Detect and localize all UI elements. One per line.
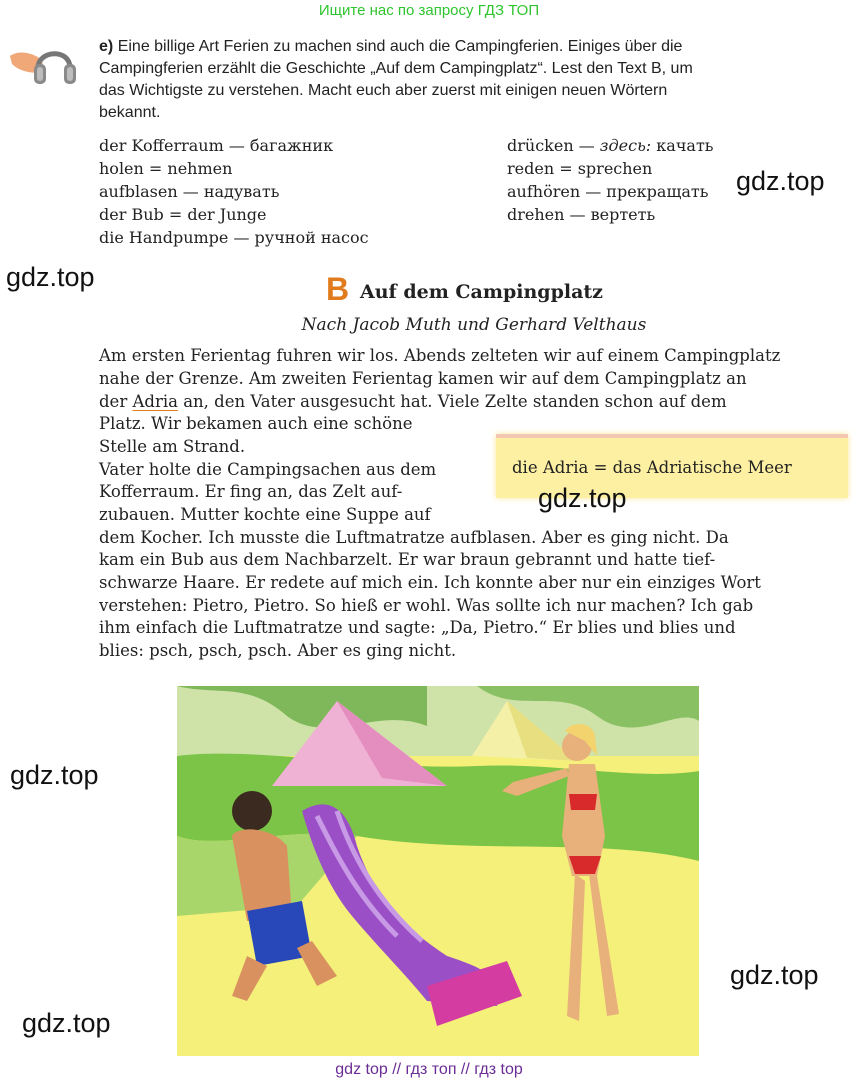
camping-illustration — [177, 686, 699, 1056]
story-line: Am ersten Ferientag fuhren wir los. Abends zelteten wir auf einem Campingplatz — [99, 346, 781, 365]
watermark: gdz.top — [6, 262, 95, 292]
vocab-item: die Handpumpe — ручной насос — [99, 228, 369, 247]
story-title: Auf dem Campingplatz — [360, 281, 603, 303]
story-line: dem Kocher. Ich musste die Luftmatratze aufblasen. Aber es ging nicht. Da — [99, 528, 729, 547]
story-line: ihm einfach die Luftmatratze und sagte: „Da, Pietro.“ Er blies und blies und — [99, 618, 736, 637]
search-hint-link[interactable]: Ищите нас по запросу ГДЗ ТОП — [318, 2, 540, 19]
vocab-item: reden = sprechen — [507, 159, 653, 178]
task-line-2: Campingferien erzählt die Geschichte „Auf dem Campingplatz“. Lest den Text B, um — [99, 60, 693, 77]
adria-word: Adria — [132, 392, 178, 411]
watermark: gdz.top — [10, 760, 99, 790]
task-label: е) — [99, 38, 114, 55]
vocab-item: drehen — вертеть — [507, 205, 656, 224]
story-line: schwarze Haare. Er redete auf mich ein. Ich konnte aber nur ein einziges Wort — [99, 573, 761, 592]
story-line: der Adria an, den Vater ausgesucht hat. Viele Zelte standen schon auf dem — [99, 392, 727, 411]
story-authors: Nach Jacob Muth und Gerhard Velthaus — [301, 315, 647, 335]
vocab-item: drücken — здесь: качать — [507, 136, 714, 155]
story-line: Stelle am Strand. — [99, 437, 246, 456]
task-instruction — [99, 36, 847, 124]
story-line: nahe der Grenze. Am zweiten Ferientag kamen wir auf dem Campingplatz an — [99, 369, 747, 388]
vocab-item: holen = nehmen — [99, 159, 233, 178]
vocab-item: der Bub = der Junge — [99, 205, 267, 224]
story-line: verstehen: Pietro, Pietro. So hieß er wohl. Was sollte ich nur machen? Ich gab — [99, 596, 754, 615]
task-line-1: Eine billige Art Ferien zu machen sind auch die Campingferien. Einiges über die — [117, 38, 683, 55]
watermark: gdz.top — [22, 1008, 111, 1038]
vocab-item: der Kofferraum — багажник — [99, 136, 334, 155]
story-line: kam ein Bub aus dem Nachbarzelt. Er war braun gebrannt und hatte tief- — [99, 550, 716, 569]
story-line: zubauen. Mutter kochte eine Suppe auf — [99, 505, 431, 524]
watermark: gdz.top — [538, 483, 627, 513]
footer-link[interactable]: gdz top // гдз топ // гдз top — [335, 1061, 523, 1078]
story-line: Platz. Wir bekamen auch eine schöne — [99, 414, 413, 433]
vocabulary-right — [507, 134, 714, 226]
watermark: gdz.top — [736, 166, 825, 196]
vocab-item: aufhören — прекращать — [507, 182, 709, 201]
story-line: blies: psch, psch, psch. Aber es ging nicht. — [99, 641, 457, 660]
headphones-icon — [8, 38, 78, 90]
task-line-3: das Wichtigste zu verstehen. Macht euch aber zuerst mit einigen neuen Wörtern — [99, 82, 668, 99]
gloss-divider — [496, 434, 848, 438]
vocab-item: aufblasen — надувать — [99, 182, 280, 201]
section-letter: B — [326, 271, 350, 307]
story-line: Vater holte die Campingsachen aus dem — [99, 460, 437, 479]
gloss-text: die Adria = das Adriatische Meer — [512, 458, 792, 477]
watermark: gdz.top — [730, 960, 819, 990]
vocabulary-left — [99, 134, 369, 249]
task-line-4: bekannt. — [99, 104, 161, 121]
story-line: Kofferraum. Er fing an, das Zelt auf- — [99, 482, 403, 501]
